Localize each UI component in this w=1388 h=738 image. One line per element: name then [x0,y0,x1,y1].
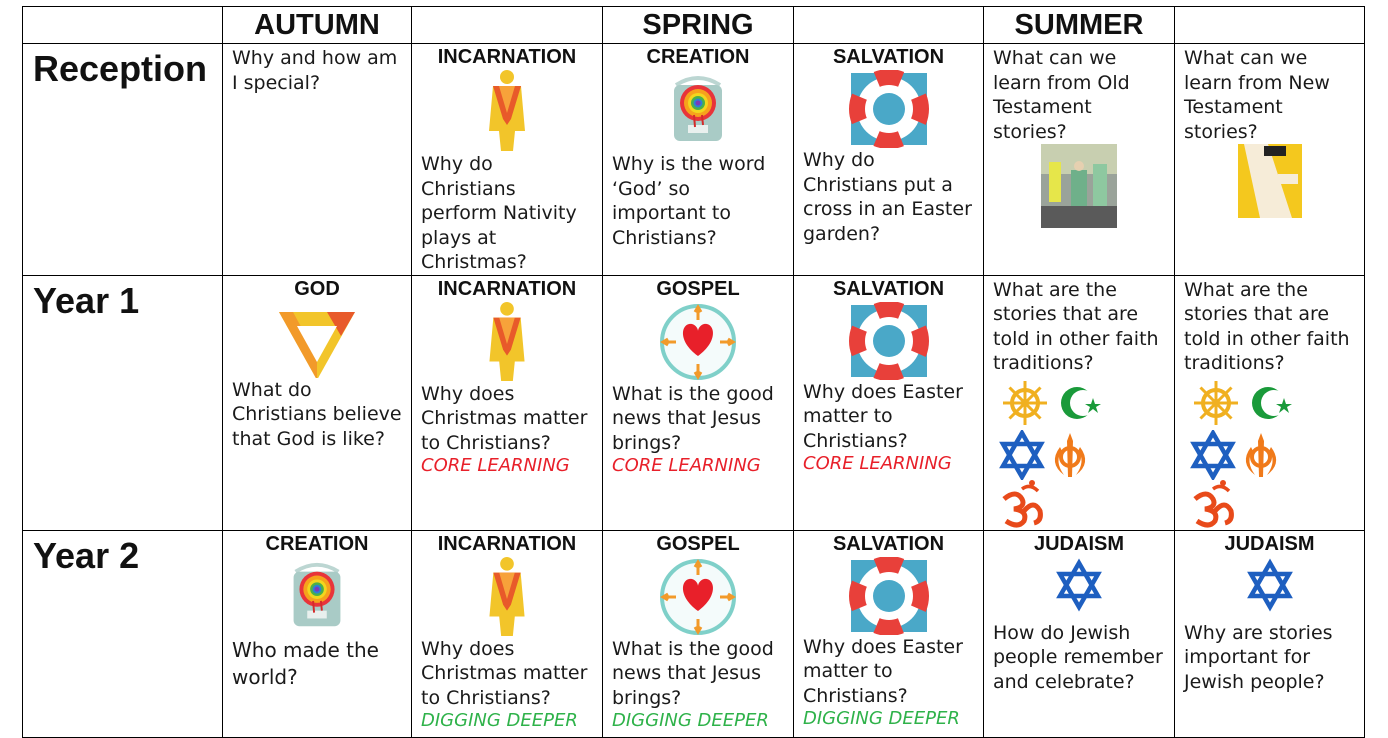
unit-theme: GOSPEL [656,532,740,555]
unit-cell [603,44,794,276]
unit-theme: JUDAISM [1224,532,1315,555]
unit-cell [1175,530,1365,737]
unit-theme: SALVATION [832,277,945,300]
incarnation-icon [462,70,552,152]
unit-question: Who made the world? [232,637,379,689]
corner-cell [23,7,223,44]
unit-cell [412,275,603,530]
star-of-david-icon [997,430,1047,480]
unit-question: What are the stories that are told in other faith traditions? [1184,278,1350,374]
unit-question: What is the good news that Jesus brings? [612,637,774,709]
unit-cell [794,44,984,276]
curriculum-table [22,6,1365,738]
unit-cell [223,530,412,737]
khanda-icon [1047,430,1093,480]
salvation-icon [844,70,934,148]
unit-question: Why do Christians put a cross in an Easter garden? [803,149,972,245]
unit-theme: INCARNATION [437,532,577,555]
header-row [23,7,1365,44]
unit-cell [984,530,1175,737]
unit-cell [984,275,1175,530]
salvation-icon [844,302,934,380]
dharma-wheel-icon [1188,376,1244,430]
row-label-year1: Year 1 [23,275,223,530]
reception-row [23,44,1365,276]
summer-header: SUMMER [984,7,1175,44]
star-of-david-icon [1242,557,1298,613]
om-icon [997,480,1043,530]
khanda-icon [1238,430,1284,480]
unit-cell [1175,44,1365,276]
unit-question: What can we learn from Old Testament stories? [993,47,1130,143]
unit-question: Why and how am I special? [232,47,398,94]
faith-symbols [997,376,1137,530]
unit-theme: SALVATION [832,46,945,68]
autumn-header: AUTUMN [223,7,412,44]
old-testament-picture [1041,144,1117,228]
faith-symbols [1188,376,1328,530]
gospel-icon [653,557,743,637]
incarnation-icon [462,557,552,637]
core-learning-tag: CORE LEARNING [421,455,570,476]
unit-theme: CREATION [646,46,750,68]
spring-header: SPRING [603,7,794,44]
unit-question: Why are stories important for Jewish people? [1184,621,1333,693]
autumn-header-empty [412,7,603,44]
unit-cell [794,530,984,737]
digging-deeper-tag: DIGGING DEEPER [612,710,769,731]
unit-cell [223,275,412,530]
summer-header-empty [1175,7,1365,44]
year1-row [23,275,1365,530]
unit-question: What is the good news that Jesus brings? [612,382,774,454]
unit-theme: SALVATION [832,532,945,555]
star-of-david-icon [1051,557,1107,613]
unit-theme: CREATION [265,532,369,555]
unit-cell [412,530,603,737]
core-learning-tag: CORE LEARNING [803,453,952,474]
unit-cell [603,275,794,530]
unit-cell [794,275,984,530]
salvation-icon [844,557,934,635]
unit-question: Why do Christians perform Nativity plays at Christmas? [421,153,577,273]
new-testament-picture [1238,144,1302,218]
unit-question: Why does Christmas matter to Christians? [421,637,588,709]
unit-question: How do Jewish people remember and celebrate? [993,621,1163,693]
row-label-year2: Year 2 [23,530,223,737]
star-of-david-icon [1188,430,1238,480]
digging-deeper-tag: DIGGING DEEPER [803,708,960,729]
incarnation-icon [462,302,552,382]
unit-question: What can we learn from New Testament stories? [1184,47,1330,143]
dharma-wheel-icon [997,376,1053,430]
digging-deeper-tag: DIGGING DEEPER [421,710,578,731]
unit-cell [984,44,1175,276]
unit-cell [412,44,603,276]
gospel-icon [653,302,743,382]
unit-question: What are the stories that are told in other faith traditions? [993,278,1159,374]
creation-icon [653,70,743,152]
om-icon [1188,480,1234,530]
year2-row [23,530,1365,737]
creation-icon [272,557,362,637]
spring-header-empty [794,7,984,44]
unit-theme: GOSPEL [656,277,740,300]
unit-theme: JUDAISM [1033,532,1124,555]
god-icon [272,302,362,378]
unit-question: What do Christians believe that God is like? [232,378,402,450]
unit-question: Why does Easter matter to Christians? [803,380,963,452]
core-learning-tag: CORE LEARNING [612,455,761,476]
unit-cell [223,44,412,276]
unit-cell [603,530,794,737]
unit-theme: INCARNATION [437,277,577,300]
unit-theme: INCARNATION [437,46,577,68]
unit-question: Why does Easter matter to Christians? [803,635,963,707]
unit-theme: GOD [294,277,340,300]
unit-cell [1175,275,1365,530]
row-label-reception: Reception [23,44,223,276]
crescent-star-icon [1244,376,1300,430]
unit-question: Why is the word ‘God’ so important to Christians? [612,153,766,249]
unit-question: Why does Christmas matter to Christians? [421,382,588,454]
crescent-star-icon [1053,376,1109,430]
